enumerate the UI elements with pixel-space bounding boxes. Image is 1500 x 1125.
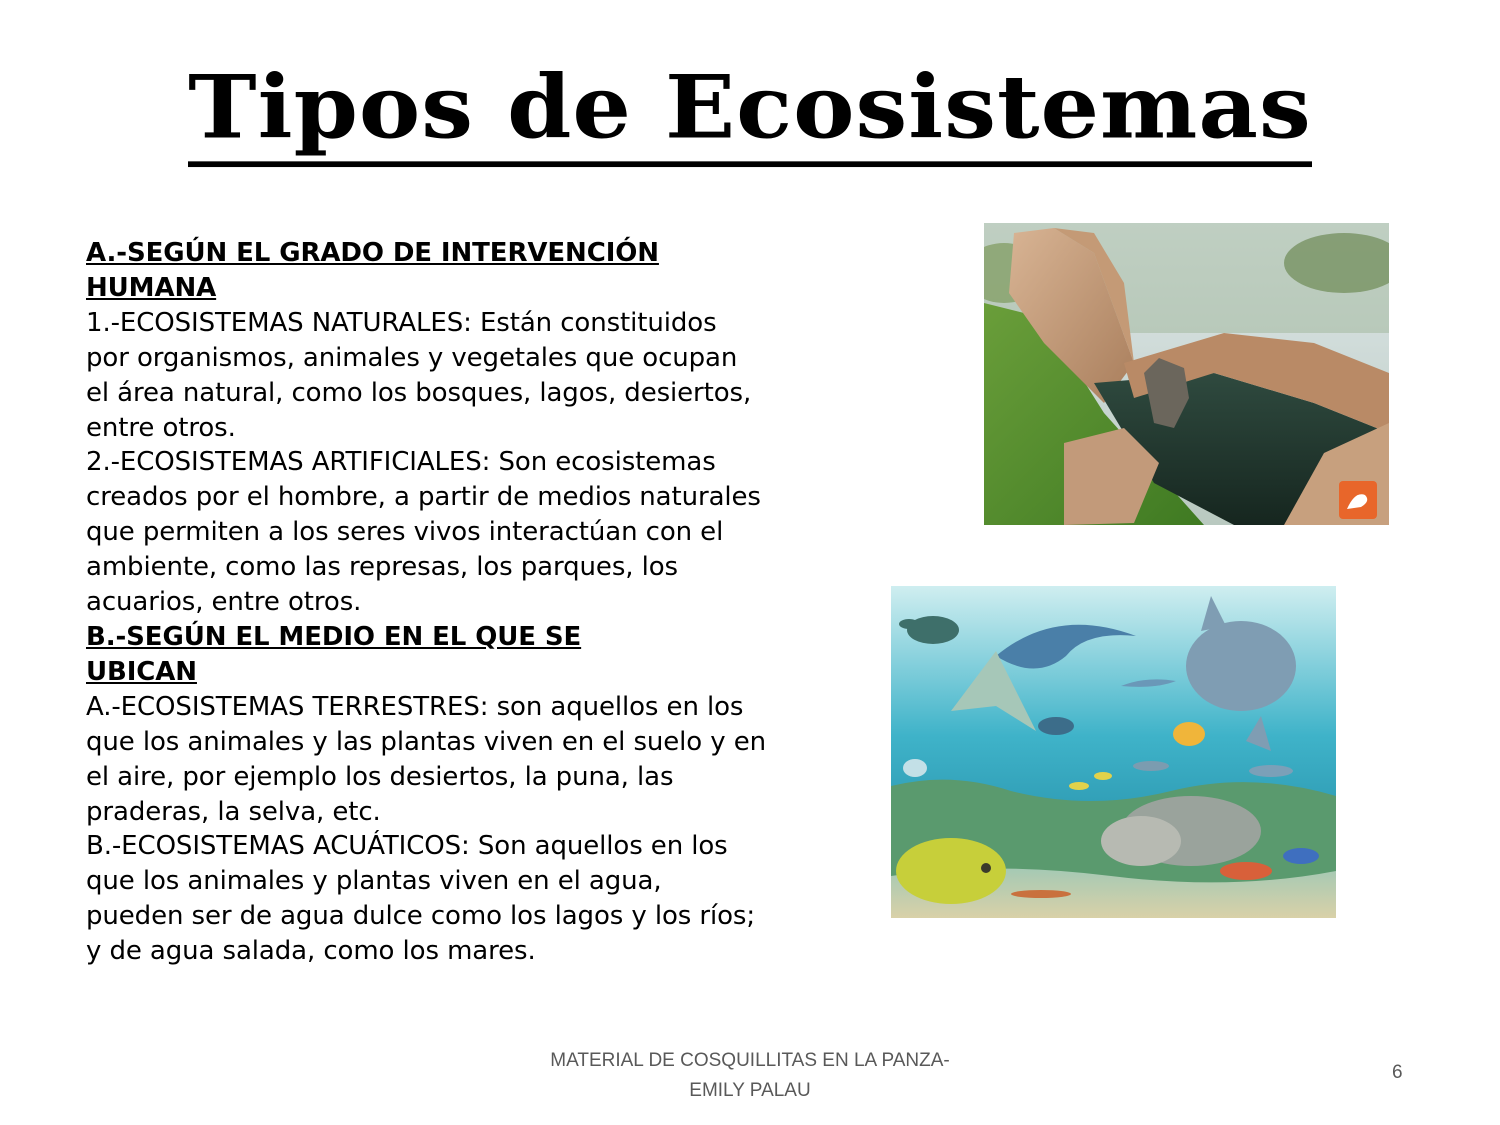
section-a-heading <box>86 236 766 306</box>
section-a-item1: 1.-ECOSISTEMAS NATURALES: Están constituidos por organismos, animales y vegetales que ocupan el área natural, como los bosques, lagos, desiertos, entre otros. <box>86 307 752 443</box>
page-number: 6 <box>1392 1062 1403 1083</box>
section-a-heading-line1: A.-SEGÚN EL GRADO DE INTERVENCIÓN <box>86 238 659 268</box>
page-title-text: Tipos de Ecosistemas <box>188 55 1312 167</box>
section-a-item2: 2.-ECOSISTEMAS ARTIFICIALES: Son ecosistemas creados por el hombre, a partir de medios naturales que permiten a los seres vivos interactúan con el ambiente, como las represas, los parques, los acuarios, entre otros. <box>86 447 761 618</box>
section-a-heading-line2: HUMANA <box>86 272 217 303</box>
section-b-heading-line2: UBICAN <box>86 656 197 687</box>
section-b-heading <box>86 620 766 690</box>
page-title <box>0 52 1500 170</box>
section-b-item1: A.-ECOSISTEMAS TERRESTRES: son aquellos en los que los animales y las plantas viven en el suelo y en el aire, por ejemplo los desiertos, la puna, las praderas, la selva, etc. <box>86 691 767 827</box>
body-text <box>86 236 766 969</box>
footer <box>500 1046 1000 1106</box>
zoo-enclosure-photo <box>984 223 1389 525</box>
footer-line2: EMILY PALAU <box>689 1080 811 1101</box>
footer-line1: MATERIAL DE COSQUILLITAS EN LA PANZA- <box>550 1050 950 1071</box>
section-b-item2: B.-ECOSISTEMAS ACUÁTICOS: Son aquellos en los que los animales y plantas viven en el agua, pueden ser de agua dulce como los lagos y los ríos; y de agua salada, como los mares. <box>86 831 755 967</box>
section-b-heading-line1: B.-SEGÚN EL MEDIO EN EL QUE SE <box>86 621 582 652</box>
underwater-illustration <box>891 586 1336 918</box>
